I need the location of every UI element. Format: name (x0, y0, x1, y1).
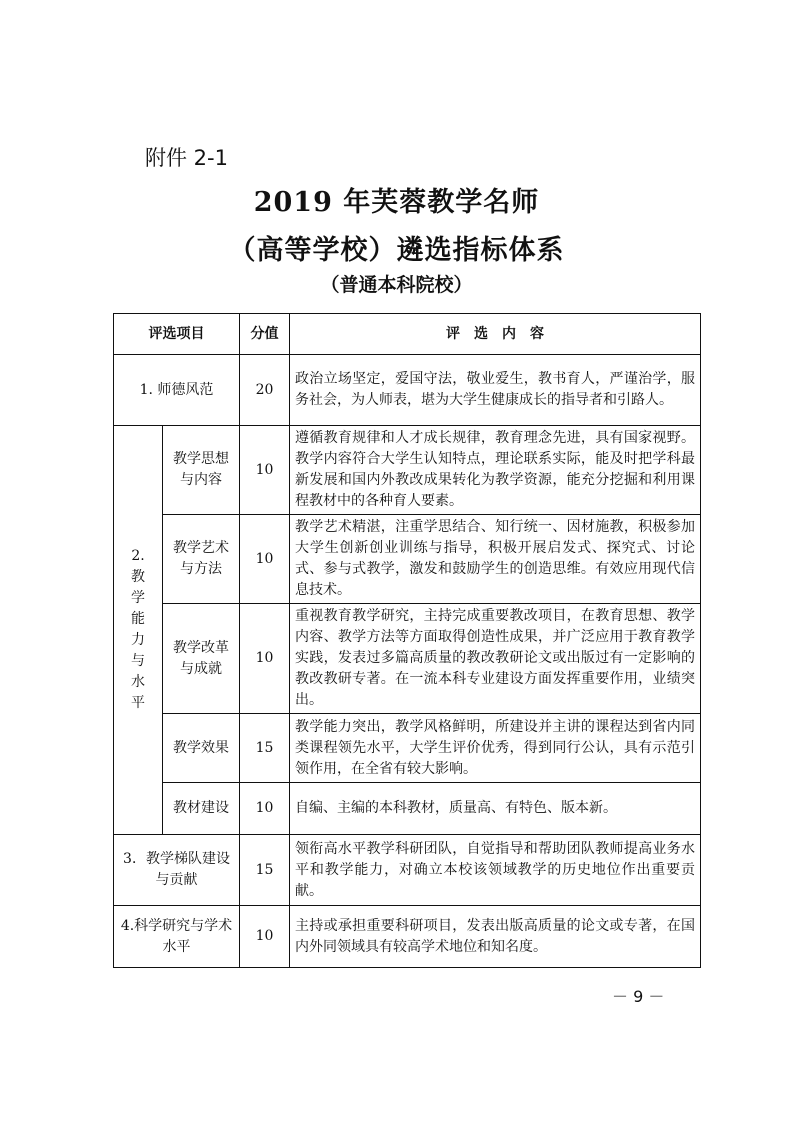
row-item: 教学效果 (163, 714, 240, 783)
category-char: 水 (131, 674, 145, 690)
row-item: 教学思想与内容 (163, 426, 240, 515)
category-char: 能 (131, 611, 145, 627)
row-item: 1. 师德风范 (114, 355, 240, 426)
table-row (114, 906, 701, 968)
document-category: （普通本科院校） (320, 274, 473, 296)
category-char: 与 (131, 653, 145, 669)
table-row (114, 714, 701, 783)
row-item: 教材建设 (163, 783, 240, 835)
row-content: 教学艺术精湛，注重学思结合、知行统一、因材施教，积极参加大学生创新创业训练与指导，积极开展启发式、探究式、讨论式、参与式教学，激发和鼓励学生的创造思维。有效应用现代信息技术。 (290, 515, 701, 604)
table-row (114, 604, 701, 714)
row-score: 10 (240, 515, 290, 604)
category-char: 教 (131, 569, 145, 585)
row-content: 领衔高水平教学科研团队，自觉指导和帮助团队教师提高业务水平和教学能力，对确立本校该领域教学的历史地位作出重要贡献。 (290, 835, 701, 906)
row-content: 主持或承担重要科研项目，发表出版高质量的论文或专著，在国内外同领域具有较高学术地位和知名度。 (290, 906, 701, 968)
row-score: 10 (240, 604, 290, 714)
category-number: 2. (131, 548, 145, 564)
page-number: － 9 － (612, 987, 665, 1006)
category-char: 平 (131, 695, 145, 711)
table-row (114, 835, 701, 906)
header-score: 分值 (240, 314, 290, 355)
category-char: 学 (131, 590, 145, 606)
document-title: 2019 年芙蓉教学名师 (253, 187, 540, 218)
row-content: 遵循教育规律和人才成长规律，教育理念先进，具有国家视野。教学内容符合大学生认知特点，理论联系实际，能及时把学科最新发展和国内外教改成果转化为教学资源，能充分挖掘和利用课程教材中的各种育人要素。 (290, 426, 701, 515)
row-score: 15 (240, 835, 290, 906)
table-header-row (114, 314, 701, 355)
table-row (114, 355, 701, 426)
row-score: 10 (240, 426, 290, 515)
header-content: 评 选 内 容 (290, 314, 701, 355)
row-item: 3．教学梯队建设与贡献 (114, 835, 240, 906)
attachment-label: 附件 2-1 (145, 146, 228, 170)
category-label (114, 426, 163, 835)
row-item: 教学改革与成就 (163, 604, 240, 714)
row-item: 教学艺术与方法 (163, 515, 240, 604)
row-content: 重视教育教学研究，主持完成重要教改项目，在教育思想、教学内容、教学方法等方面取得创造性成果，并广泛应用于教育教学实践，发表过多篇高质量的教改教研论文或出版过有一定影响的教改教研专著。在一流本科专业建设方面发挥重要作用，业绩突出。 (290, 604, 701, 714)
criteria-table (113, 313, 701, 968)
table-row (114, 426, 701, 515)
row-content: 自编、主编的本科教材，质量高、有特色、版本新。 (290, 783, 701, 835)
table-row (114, 515, 701, 604)
table-row (114, 783, 701, 835)
row-score: 10 (240, 906, 290, 968)
document-subtitle: （高等学校）遴选指标体系 (228, 235, 565, 266)
row-content: 政治立场坚定，爱国守法，敬业爱生，教书育人，严谨治学，服务社会，为人师表，堪为大学生健康成长的指导者和引路人。 (290, 355, 701, 426)
category-char: 力 (131, 632, 145, 648)
row-content: 教学能力突出，教学风格鲜明，所建设并主讲的课程达到省内同类课程领先水平，大学生评价优秀，得到同行公认，具有示范引领作用，在全省有较大影响。 (290, 714, 701, 783)
row-item: 4.科学研究与学术水平 (114, 906, 240, 968)
row-score: 10 (240, 783, 290, 835)
header-item: 评选项目 (114, 314, 240, 355)
row-score: 20 (240, 355, 290, 426)
row-score: 15 (240, 714, 290, 783)
